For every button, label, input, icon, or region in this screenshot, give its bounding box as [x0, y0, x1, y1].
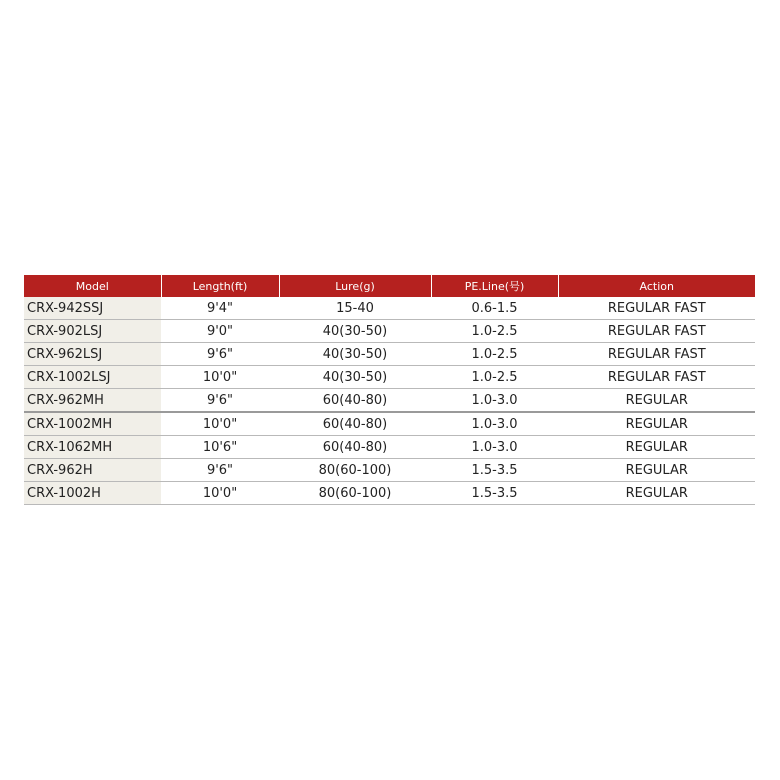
- cell-action: REGULAR FAST: [558, 320, 755, 343]
- cell-pe-line: 1.0-3.0: [431, 436, 558, 459]
- table-row: [24, 436, 755, 459]
- cell-action: REGULAR: [558, 412, 755, 436]
- cell-action: REGULAR: [558, 436, 755, 459]
- table-row: [24, 412, 755, 436]
- cell-model: CRX-1062MH: [24, 436, 161, 459]
- spec-table: [24, 275, 755, 505]
- cell-pe-line: 1.0-2.5: [431, 343, 558, 366]
- cell-lure: 40(30-50): [279, 320, 431, 343]
- cell-length: 10'0": [161, 366, 279, 389]
- cell-length: 10'0": [161, 482, 279, 505]
- cell-pe-line: 1.0-3.0: [431, 412, 558, 436]
- cell-pe-line: 1.5-3.5: [431, 482, 558, 505]
- cell-lure: 60(40-80): [279, 436, 431, 459]
- cell-pe-line: 1.0-2.5: [431, 320, 558, 343]
- cell-length: 9'6": [161, 459, 279, 482]
- cell-action: REGULAR FAST: [558, 297, 755, 320]
- cell-model: CRX-962LSJ: [24, 343, 161, 366]
- cell-lure: 40(30-50): [279, 366, 431, 389]
- cell-lure: 60(40-80): [279, 412, 431, 436]
- cell-model: CRX-962H: [24, 459, 161, 482]
- cell-length: 10'0": [161, 412, 279, 436]
- cell-length: 9'0": [161, 320, 279, 343]
- cell-length: 9'6": [161, 343, 279, 366]
- table-row: [24, 320, 755, 343]
- cell-pe-line: 1.0-2.5: [431, 366, 558, 389]
- cell-action: REGULAR: [558, 459, 755, 482]
- table-row: [24, 343, 755, 366]
- table-row: [24, 297, 755, 320]
- cell-action: REGULAR FAST: [558, 366, 755, 389]
- cell-pe-line: 1.5-3.5: [431, 459, 558, 482]
- cell-action: REGULAR: [558, 482, 755, 505]
- header-lure: Lure(g): [279, 275, 431, 297]
- cell-lure: 15-40: [279, 297, 431, 320]
- cell-length: 10'6": [161, 436, 279, 459]
- table-body: [24, 297, 755, 505]
- cell-model: CRX-1002H: [24, 482, 161, 505]
- cell-length: 9'6": [161, 389, 279, 413]
- cell-lure: 40(30-50): [279, 343, 431, 366]
- cell-model: CRX-1002MH: [24, 412, 161, 436]
- cell-lure: 60(40-80): [279, 389, 431, 413]
- table-row: [24, 459, 755, 482]
- cell-lure: 80(60-100): [279, 459, 431, 482]
- table-row: [24, 366, 755, 389]
- cell-action: REGULAR FAST: [558, 343, 755, 366]
- header-pe-line: PE.Line(号): [431, 275, 558, 297]
- cell-action: REGULAR: [558, 389, 755, 413]
- table-header: [24, 275, 755, 297]
- header-model: Model: [24, 275, 161, 297]
- cell-lure: 80(60-100): [279, 482, 431, 505]
- header-row: [24, 275, 755, 297]
- cell-model: CRX-942SSJ: [24, 297, 161, 320]
- cell-model: CRX-902LSJ: [24, 320, 161, 343]
- header-length: Length(ft): [161, 275, 279, 297]
- cell-model: CRX-1002LSJ: [24, 366, 161, 389]
- table-row: [24, 389, 755, 413]
- table-row: [24, 482, 755, 505]
- cell-pe-line: 1.0-3.0: [431, 389, 558, 413]
- cell-model: CRX-962MH: [24, 389, 161, 413]
- header-action: Action: [558, 275, 755, 297]
- cell-length: 9'4": [161, 297, 279, 320]
- cell-pe-line: 0.6-1.5: [431, 297, 558, 320]
